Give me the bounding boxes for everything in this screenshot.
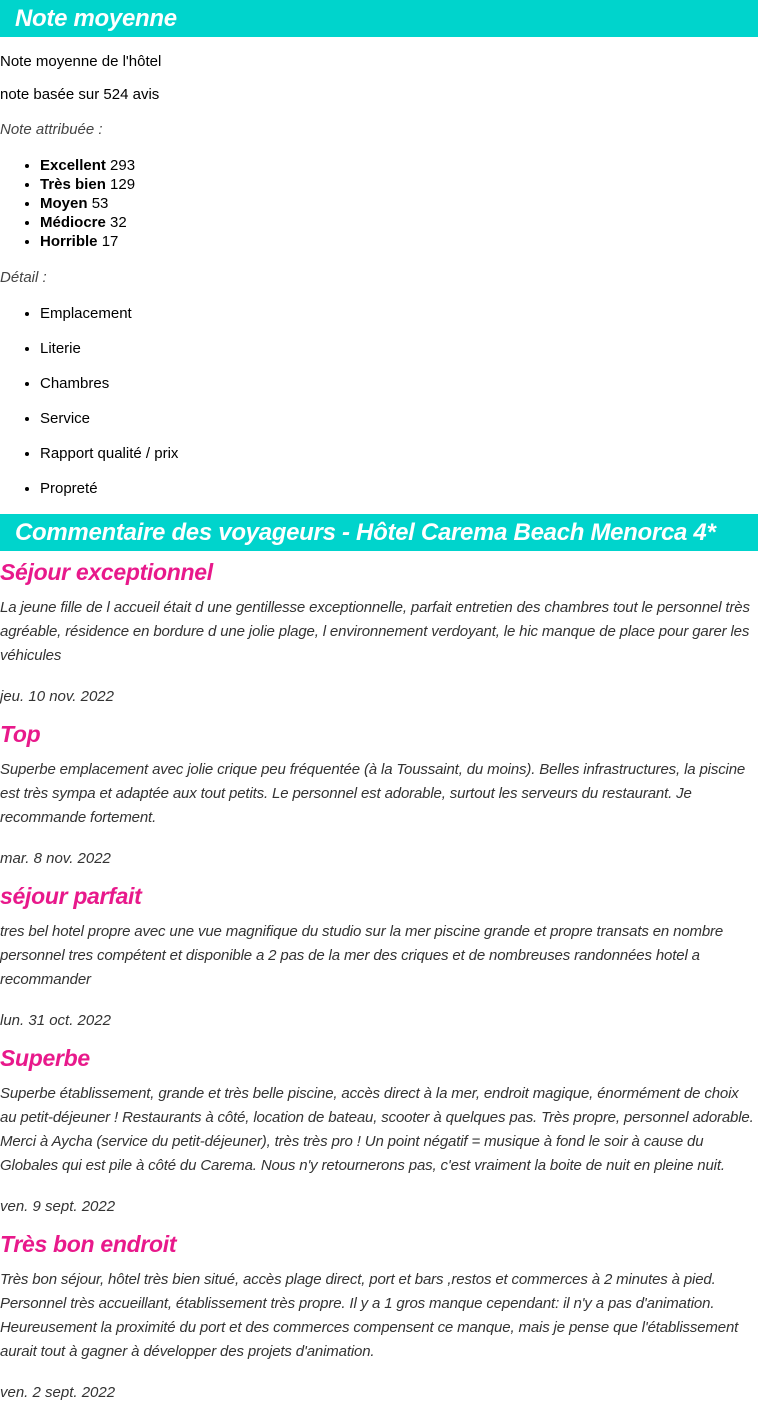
review-date: ven. 2 sept. 2022 xyxy=(0,1384,116,1401)
detail-label: Détail : xyxy=(0,269,47,286)
review-date: mar. 8 nov. 2022 xyxy=(0,850,111,867)
review xyxy=(0,1045,758,1215)
review xyxy=(0,883,758,1029)
review-title: Top xyxy=(0,721,41,747)
reviews-header: Commentaire des voyageurs - Hôtel Carema Beach Menorca 4* xyxy=(0,514,758,551)
detail-literie: • Literie xyxy=(40,339,758,358)
rating-horrible: • Horrible 17 xyxy=(40,232,758,251)
review-text: tres bel hotel propre avec une vue magnifique du studio sur la mer piscine grande et propre transats en nombre personnel tres compétent et disponible a 2 pas de la mer des criques et de nombreuses randonnées hotel a recommander xyxy=(0,923,724,988)
detail-rapport-qualite-prix: • Rapport qualité / prix xyxy=(40,444,758,463)
ratings-label: Note attribuée : xyxy=(0,121,103,138)
review xyxy=(0,559,758,705)
rating-mediocre: • Médiocre 32 xyxy=(40,213,758,232)
ratings-list xyxy=(0,156,758,251)
hotel-rating-label: Note moyenne de l'hôtel xyxy=(0,53,162,70)
detail-service: • Service xyxy=(40,409,758,428)
detail-emplacement: • Emplacement xyxy=(40,304,758,323)
review-date: lun. 31 oct. 2022 xyxy=(0,1012,111,1029)
detail-chambres: • Chambres xyxy=(40,374,758,393)
review-text: La jeune fille de l accueil était d une gentillesse exceptionnelle, parfait entretien des chambres tout le personnel très agréable, résidence en bordure d une jolie plage, l environnement verdoyant, le hic manque de place pour garer les véhicules xyxy=(0,599,750,664)
review-count-text: note basée sur 524 avis xyxy=(0,86,160,103)
detail-proprete: • Propreté xyxy=(40,479,758,498)
average-rating-header: Note moyenne xyxy=(0,0,758,37)
review-text: Superbe établissement, grande et très belle piscine, accès direct à la mer, endroit magique, énormément de choix au petit-déjeuner ! Restaurants à côté, location de bateau, scooter à quelques pas. Très propre, personnel adorable. Merci à Aycha (service du petit-déjeuner), très très pro ! Un point négatif = musique à fond le soir à cause du Globales qui est pile à côté du Carema. Nous n'y retournerons pas, c'est vraiment la boite de nuit en pleine nuit. xyxy=(0,1085,754,1174)
rating-tres-bien: • Très bien 129 xyxy=(40,175,758,194)
rating-excellent: • Excellent 293 xyxy=(40,156,758,175)
review-title: Superbe xyxy=(0,1045,90,1071)
review-title: séjour parfait xyxy=(0,883,142,909)
rating-moyen: • Moyen 53 xyxy=(40,194,758,213)
review-date: ven. 9 sept. 2022 xyxy=(0,1198,116,1215)
review-text: Très bon séjour, hôtel très bien situé, accès plage direct, port et bars ,restos et commerces à 2 minutes à pied. Personnel très accueillant, établissement très propre. Il y a 1 gros manque cependant: il n'y a pas d'animation. Heureusement la proximité du port et des commerces compensent ce manque, mais je pense que l'établissement aurait tout à gagner à développer des projets d'animation. xyxy=(0,1271,739,1360)
review-title: Très bon endroit xyxy=(0,1231,177,1257)
review-title: Séjour exceptionnel xyxy=(0,559,213,585)
review xyxy=(0,721,758,867)
review-date: jeu. 10 nov. 2022 xyxy=(0,688,114,705)
review-text: Superbe emplacement avec jolie crique peu fréquentée (à la Toussaint, du moins). Belles infrastructures, la piscine est très sympa et adaptée aux tout petits. Le personnel est adorable, surtout les serveurs du restaurant. Je recommande fortement. xyxy=(0,761,746,826)
details-list xyxy=(0,304,758,498)
review xyxy=(0,1231,758,1401)
